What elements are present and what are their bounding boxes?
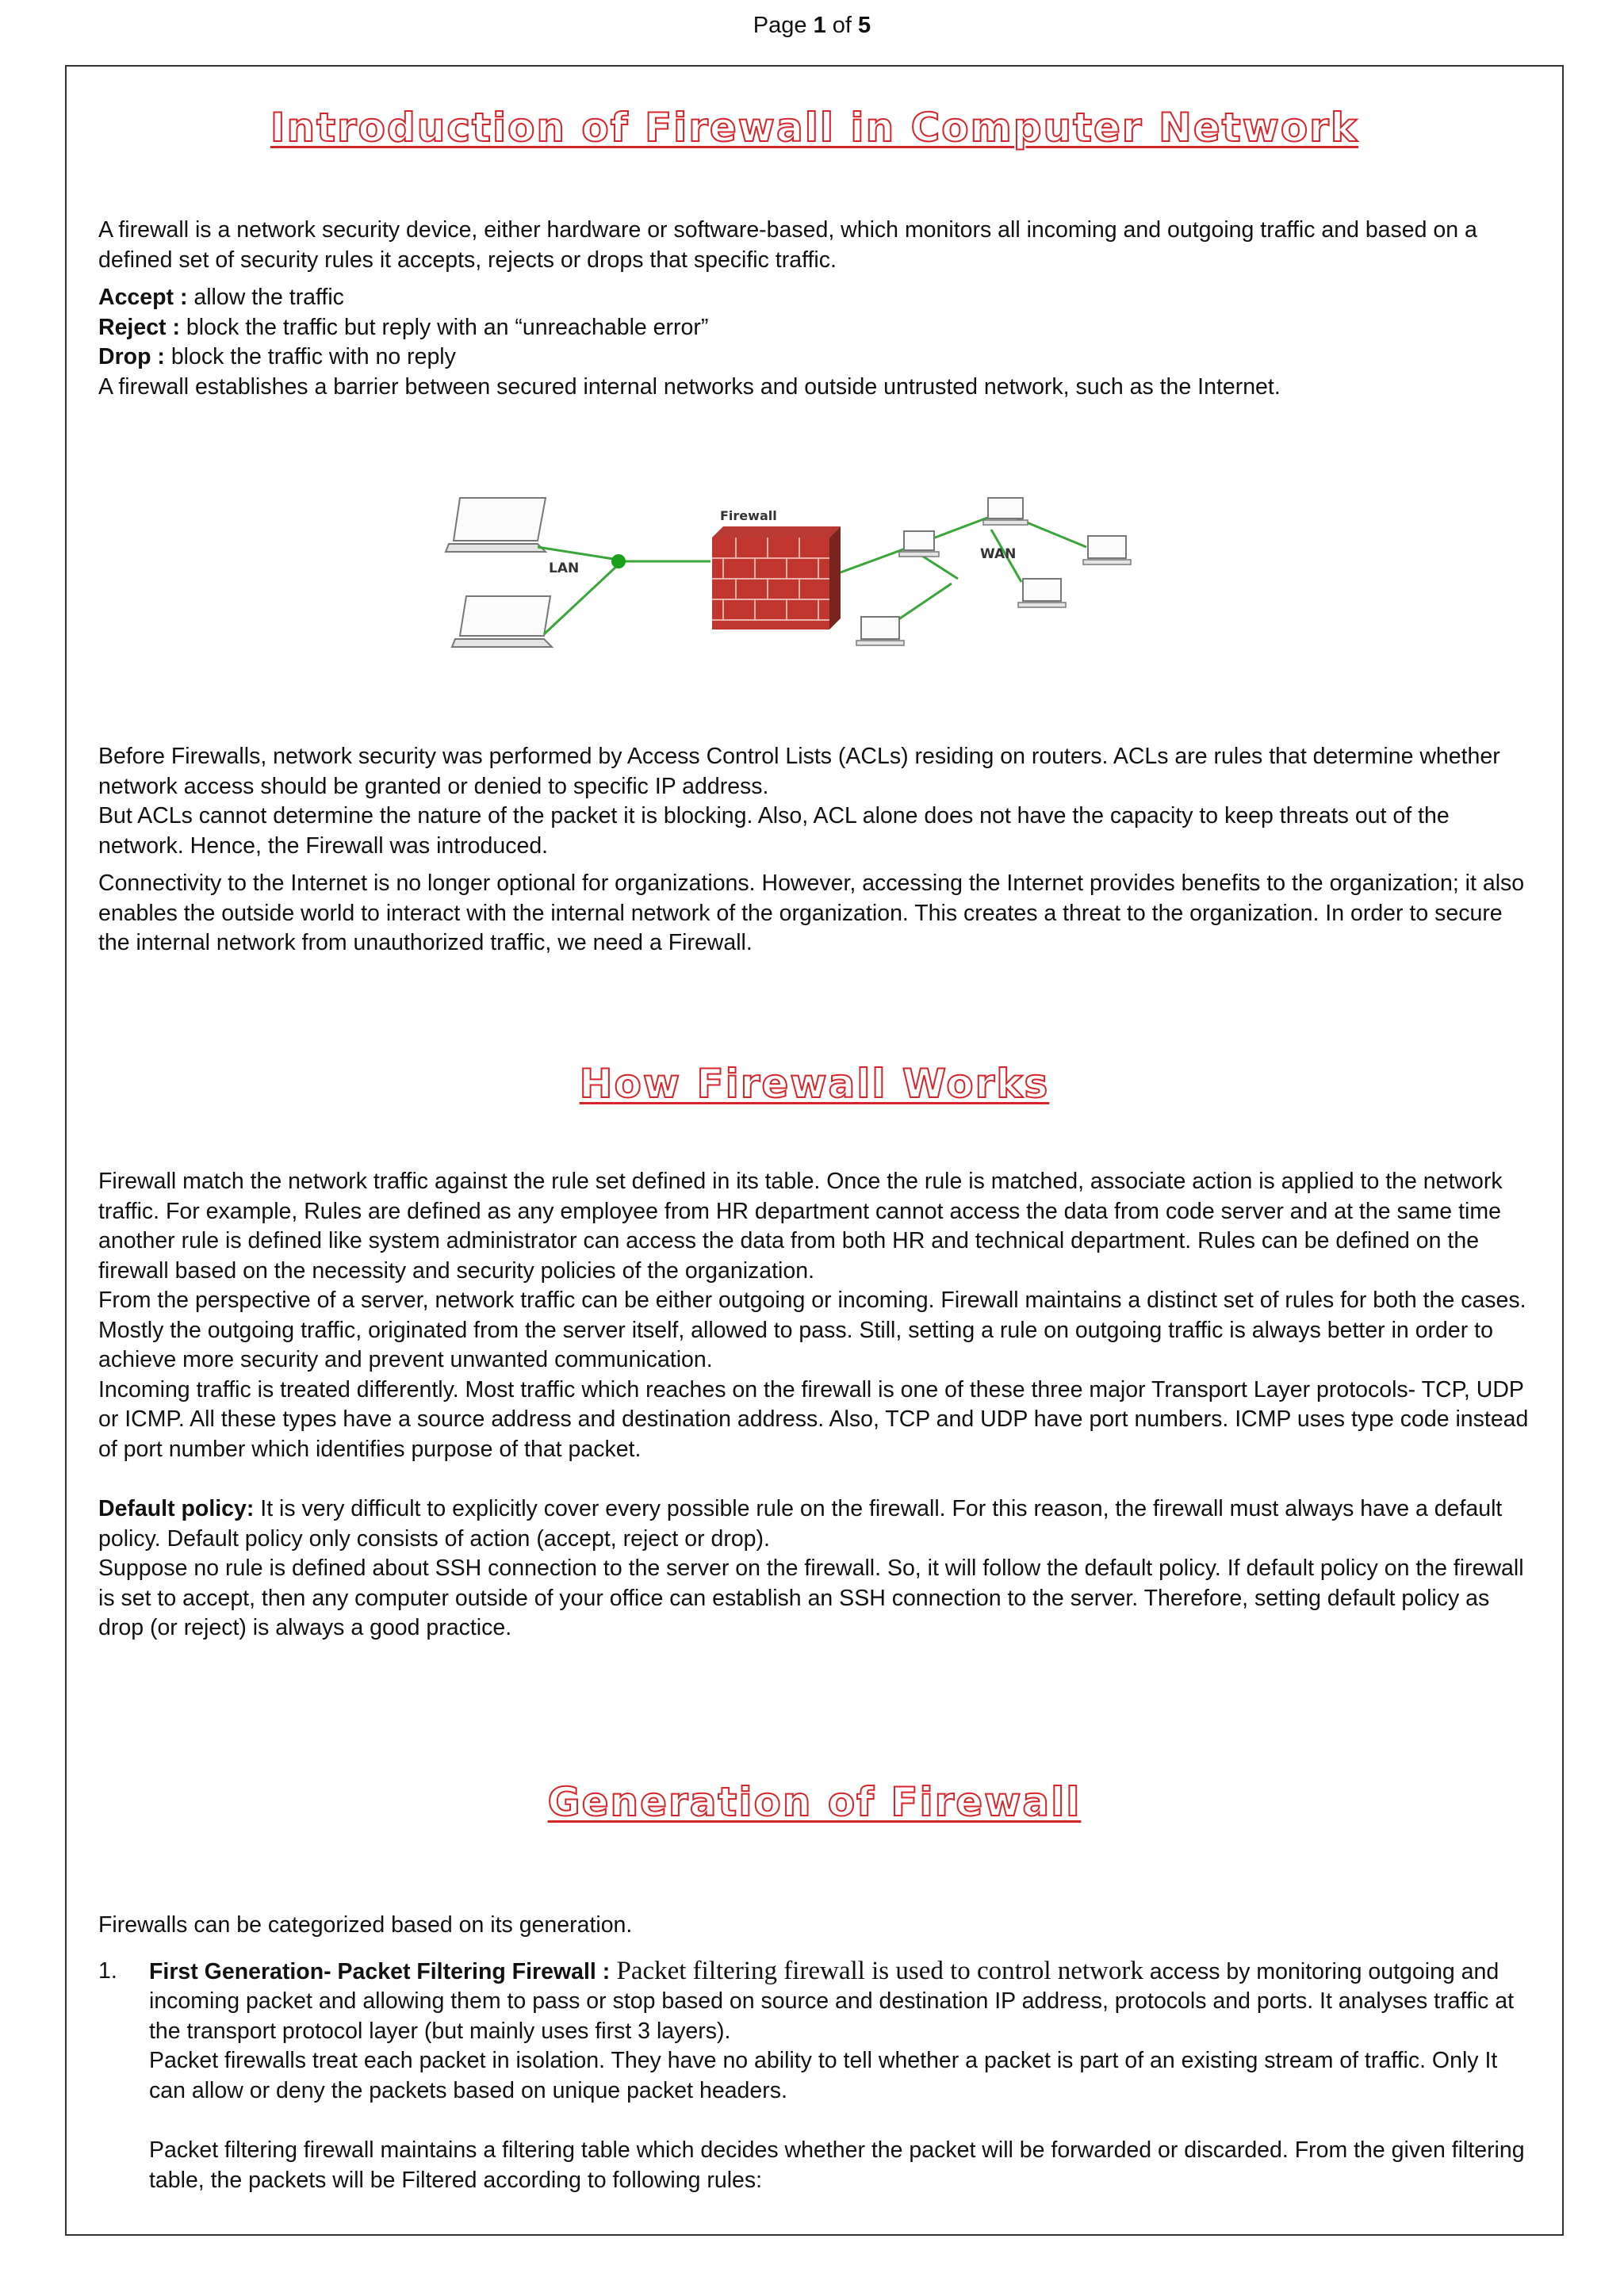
page-of: of [832, 13, 852, 38]
wan-label: WAN [980, 546, 1017, 562]
how-heading: How Firewall Works [579, 1061, 1050, 1107]
filtering-table-paragraph: Packet filtering firewall maintains a filtering table which decides whether the packet will be forwarded or discarded. From the given filtering table, the packets will be Filtered according to following rules: [149, 2137, 1525, 2193]
how-body [98, 1167, 1532, 1644]
wan-computer-2-icon [983, 498, 1028, 525]
drop-label: Drop : [98, 344, 165, 369]
acl-paragraph: Before Firewalls, network security was performed by Access Control Lists (ACLs) residing on routers. ACLs are rules that determine whether network access should be granted or denied to specific IP address. [98, 744, 1500, 799]
incoming-traffic-paragraph: Incoming traffic is treated differently. Most traffic which reaches on the firewall is one of these three major Transport Layer protocols- TCP, UDP or ICMP. All these types have a source address and destination address. Also, TCP and UDP have port numbers. ICMP uses type code instead of port number which identifies purpose of that packet. [98, 1376, 1529, 1462]
list-item [98, 1957, 1532, 2196]
lan-switch-node [611, 554, 626, 568]
reject-line [98, 313, 1532, 343]
intro-heading: Introduction of Firewall in Computer Network [270, 105, 1359, 151]
default-policy-label: Default policy: [98, 1496, 255, 1521]
intro-body [98, 216, 1532, 402]
default-policy-paragraph [98, 1494, 1532, 1554]
packet-isolation-paragraph: Packet firewalls treat each packet in isolation. They have no ability to tell whether a packet is part of an existing stream of traffic. Only It can allow or deny the packets based on unique packet headers. [149, 2048, 1498, 2103]
firewall-label: Firewall [720, 508, 777, 523]
firewall-wall-icon [712, 526, 841, 629]
outgoing-traffic-paragraph: From the perspective of a server, network traffic can be either outgoing or incoming. Firewall maintains a distinct set of rules for both the cases. Mostly the outgoing traffic, originated from the server itself, allowed to pass. Still, setting a rule on outgoing traffic is always better in order to achieve more security and prevent unwanted communication. [98, 1288, 1526, 1372]
wan-computer-1-icon [899, 531, 939, 557]
intro-paragraph: A firewall is a network security device, either hardware or software-based, which monitors all incoming and outgoing traffic and based on a defined set of security rules it accepts, rejects or drops that specific traffic. [98, 217, 1477, 273]
drop-line [98, 342, 1532, 373]
generation-list [98, 1957, 1532, 2196]
lan-laptop-bottom-icon [452, 596, 552, 647]
page-current: 1 [813, 13, 826, 38]
generation-intro: Firewalls can be categorized based on its generation. [98, 1912, 633, 1938]
generation-heading: Generation of Firewall [547, 1779, 1082, 1825]
barrier-paragraph: A firewall establishes a barrier between secured internal networks and outside untrusted network, such as the Internet. [98, 373, 1281, 400]
acl-limitations-paragraph: But ACLs cannot determine the nature of the packet it is blocking. Also, ACL alone does not have the capacity to keep threats out of the network. Hence, the Firewall was introduced. [98, 803, 1450, 859]
lan-laptop-top-icon [446, 498, 546, 552]
packet-filtering-paragraph [149, 1957, 1532, 2047]
page-total: 5 [858, 13, 871, 38]
page-label: Page [753, 13, 807, 38]
packet-filtering-label: First Generation- Packet Filtering Firewall : [149, 1958, 611, 1984]
rule-matching-paragraph: Firewall match the network traffic against the rule set defined in its table. Once the rule is matched, associate action is applied to the network traffic. For example, Rules are defined as any employee from HR department cannot access the data from code server and at the same time another rule is defined like system administrator can access the data from both HR and technical department. Rules can be defined on the firewall based on the necessity and security policies of the organization. [98, 1169, 1503, 1284]
generation-body [98, 1911, 1532, 2195]
accept-line [98, 283, 1532, 313]
wan-computer-3-icon [1083, 536, 1131, 564]
default-policy-text: It is very difficult to explicitly cover every possible rule on the firewall. For this reason, the firewall must always have a default policy. Default policy only consists of action (accept, reject or drop). [98, 1496, 1503, 1552]
wan-computer-5-icon [856, 617, 904, 645]
firewall-diagram [444, 476, 1189, 658]
page-number [0, 10, 1624, 41]
lan-label: LAN [549, 561, 580, 576]
wan-computer-4-icon [1018, 579, 1066, 607]
accept-text: allow the traffic [187, 285, 344, 310]
drop-text: block the traffic with no reply [164, 344, 456, 369]
ssh-example-paragraph: Suppose no rule is defined about SSH connection to the server on the firewall. So, it will follow the default policy. If default policy on the firewall is set to accept, then any computer outside of your office can establish an SSH connection to the server. Therefore, setting default policy as drop (or reject) is always a good practice. [98, 1556, 1524, 1640]
connectivity-paragraph: Connectivity to the Internet is no longer optional for organizations. However, accessing the Internet provides benefits to the organization; it also enables the outside world to interact with the internal network of the organization. This creates a threat to the organization. In order to secure the internal network from unauthorized traffic, we need a Firewall. [98, 871, 1525, 955]
packet-filtering-text: access by monitoring outgoing and incoming packet and allowing them to pass or stop based on source and destination IP address, protocols and ports. It analyses traffic at the transport protocol layer (but mainly uses first 3 layers). [149, 1958, 1515, 2044]
reject-label: Reject : [98, 314, 180, 340]
reject-text: block the traffic but reply with an “unreachable error” [179, 314, 709, 340]
accept-label: Accept : [98, 285, 188, 310]
packet-filtering-serif-text: Packet filtering firewall is used to control network [610, 1956, 1143, 1985]
acl-body [98, 742, 1532, 959]
list-number: 1. [98, 1957, 117, 1984]
